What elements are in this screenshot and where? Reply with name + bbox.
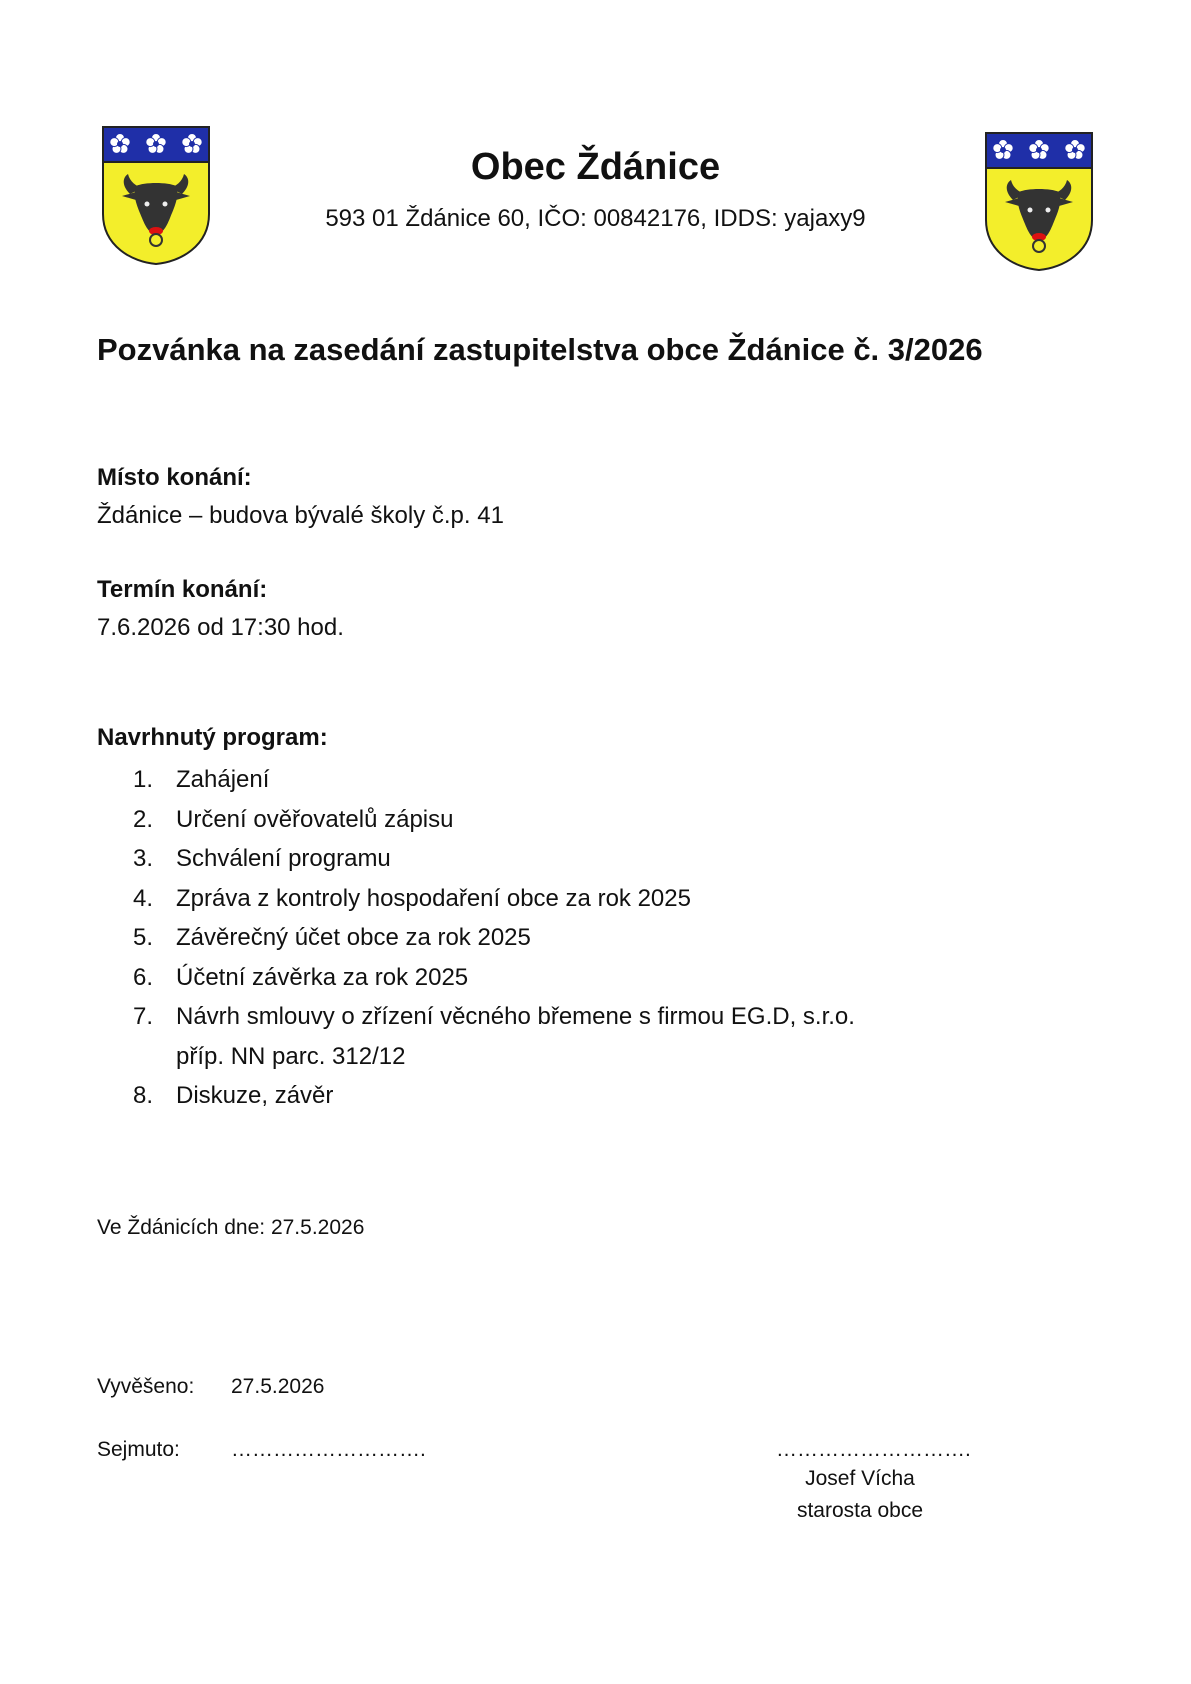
signature-line: ………………………. bbox=[776, 1438, 971, 1461]
item-number: 8. bbox=[133, 1082, 154, 1109]
item-number: 6. bbox=[133, 963, 154, 991]
program-label: Navrhnutý program: bbox=[97, 724, 328, 751]
venue-value: Ždánice – budova bývalé školy č.p. 41 bbox=[97, 502, 504, 529]
place-date: Ve Ždánicích dne: 27.5.2026 bbox=[97, 1216, 365, 1239]
item-number: 4. bbox=[133, 884, 154, 912]
signatory-name: Josef Vícha bbox=[805, 1467, 915, 1490]
item-number: 1. bbox=[133, 766, 154, 793]
item-text: Závěrečný účet obce za rok 2025 bbox=[176, 924, 531, 951]
date-label: Termín konání: bbox=[97, 576, 268, 603]
item-text: Diskuze, závěr bbox=[176, 1082, 334, 1109]
item-text: Účetní závěrka za rok 2025 bbox=[176, 963, 469, 991]
venue-label: Místo konání: bbox=[97, 464, 252, 491]
item-text-continuation: příp. NN parc. 312/12 bbox=[176, 1042, 406, 1070]
item-text: Zahájení bbox=[176, 766, 270, 793]
municipality-address: 593 01 Ždánice 60, IČO: 00842176, IDDS: yajaxy9 bbox=[325, 205, 866, 232]
posted-label: Vyvěšeno: bbox=[97, 1375, 195, 1398]
signatory-role: starosta obce bbox=[796, 1499, 924, 1522]
document-title: Pozvánka na zasedání zastupitelstva obce Ždánice č. 3/2026 bbox=[97, 332, 983, 367]
signature-block bbox=[760, 1463, 960, 1527]
removed-value: ………………………. bbox=[231, 1438, 426, 1461]
item-number: 7. bbox=[133, 1003, 154, 1030]
item-text: Zpráva z kontroly hospodaření obce za rok 2025 bbox=[176, 884, 691, 912]
item-number: 3. bbox=[133, 845, 154, 872]
item-number: 5. bbox=[133, 924, 154, 951]
removed-label: Sejmuto: bbox=[97, 1438, 180, 1461]
municipality-title: Obec Ždánice bbox=[470, 146, 721, 188]
item-text: Schválení programu bbox=[176, 845, 391, 872]
posted-value: 27.5.2026 bbox=[231, 1375, 325, 1398]
item-number: 2. bbox=[133, 805, 154, 833]
date-value: 7.6.2026 od 17:30 hod. bbox=[97, 614, 344, 641]
item-text: Určení ověřovatelů zápisu bbox=[176, 805, 454, 833]
item-text: Návrh smlouvy o zřízení věcného břemene s firmou EG.D, s.r.o. bbox=[176, 1003, 855, 1030]
